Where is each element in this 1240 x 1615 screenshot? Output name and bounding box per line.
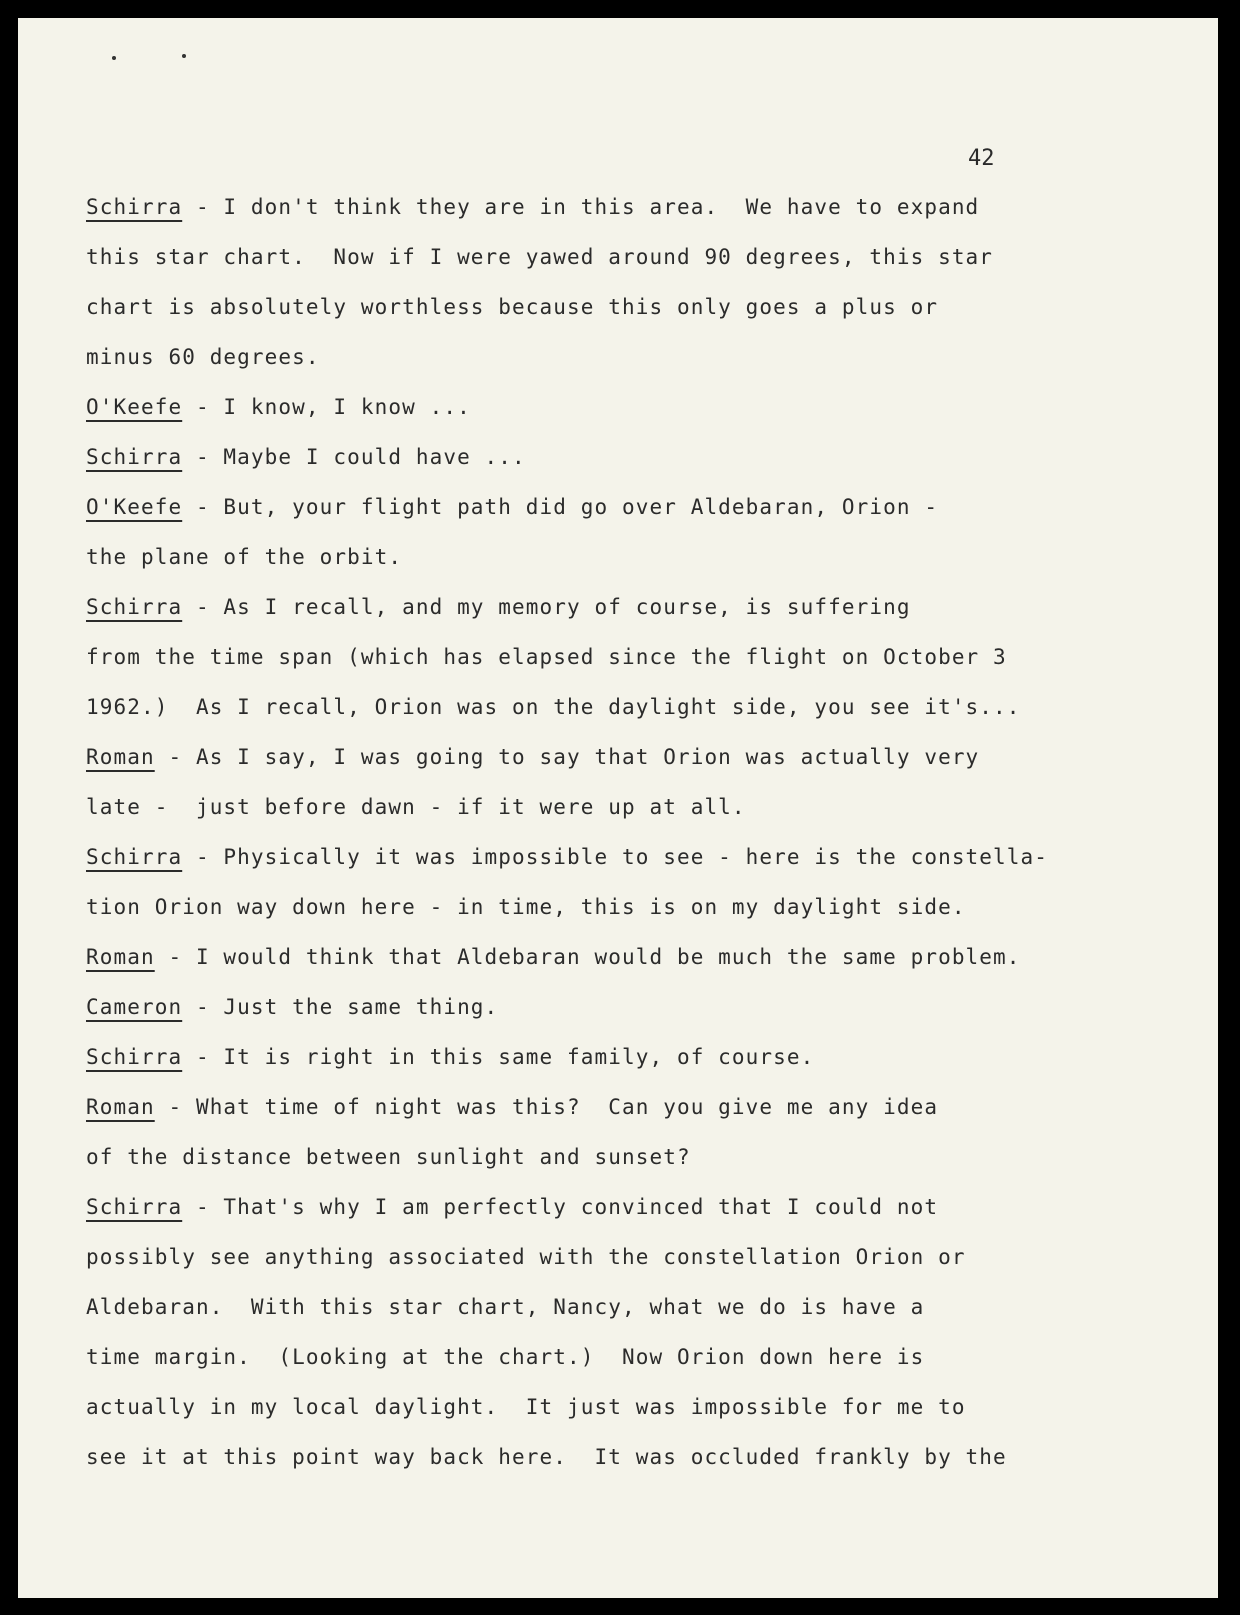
- transcript-line: [86, 982, 1206, 1032]
- line-text: - As I say, I was going to say that Orion was actually very: [154, 745, 980, 769]
- transcript-line: [86, 1082, 1206, 1132]
- line-text: - I know, I know ...: [182, 395, 471, 419]
- line-text: Aldebaran. With this star chart, Nancy, what we do is have a: [86, 1295, 925, 1319]
- transcript-line: [86, 782, 1206, 832]
- speaker-name: Schirra: [86, 845, 183, 869]
- paper-speck: [182, 54, 186, 58]
- line-text: from the time span (which has elapsed since the flight on October 3: [86, 645, 1007, 669]
- line-text: - I don't think they are in this area. We have to expand: [182, 195, 980, 219]
- transcript-line: [86, 1132, 1206, 1182]
- line-text: - That's why I am perfectly convinced that I could not: [182, 1195, 939, 1219]
- speaker-name: Schirra: [86, 195, 183, 219]
- line-text: 1962.) As I recall, Orion was on the daylight side, you see it's...: [86, 695, 1021, 719]
- line-text: actually in my local daylight. It just was impossible for me to: [86, 1395, 966, 1419]
- line-text: - I would think that Aldebaran would be much the same problem.: [154, 945, 1021, 969]
- line-text: - Just the same thing.: [182, 995, 499, 1019]
- transcript-line: [86, 232, 1206, 282]
- transcript-line: [86, 432, 1206, 482]
- line-text: this star chart. Now if I were yawed around 90 degrees, this star: [86, 245, 994, 269]
- transcript-line: [86, 1282, 1206, 1332]
- line-text: of the distance between sunlight and sunset?: [86, 1145, 691, 1169]
- line-text: time margin. (Looking at the chart.) Now Orion down here is: [86, 1345, 925, 1369]
- line-text: late - just before dawn - if it were up at all.: [86, 795, 746, 819]
- transcript-body: [86, 182, 1206, 1482]
- line-text: the plane of the orbit.: [86, 545, 403, 569]
- paper-speck: [112, 56, 116, 60]
- speaker-name: O'Keefe: [86, 495, 183, 519]
- document-page: [18, 18, 1218, 1598]
- transcript-line: [86, 1382, 1206, 1432]
- line-text: minus 60 degrees.: [86, 345, 320, 369]
- line-text: - As I recall, and my memory of course, is suffering: [182, 595, 911, 619]
- transcript-line: [86, 482, 1206, 532]
- transcript-line: [86, 932, 1206, 982]
- transcript-line: [86, 1432, 1206, 1482]
- transcript-line: [86, 282, 1206, 332]
- speaker-name: Cameron: [86, 995, 183, 1019]
- transcript-line: [86, 632, 1206, 682]
- line-text: - Maybe I could have ...: [182, 445, 526, 469]
- transcript-line: [86, 382, 1206, 432]
- speaker-name: Roman: [86, 1095, 155, 1119]
- transcript-line: [86, 1232, 1206, 1282]
- line-text: chart is absolutely worthless because this only goes a plus or: [86, 295, 939, 319]
- line-text: - What time of night was this? Can you give me any idea: [154, 1095, 939, 1119]
- line-text: - Physically it was impossible to see - here is the constella-: [182, 845, 1049, 869]
- transcript-line: [86, 1032, 1206, 1082]
- transcript-line: [86, 1332, 1206, 1382]
- transcript-line: [86, 182, 1206, 232]
- transcript-line: [86, 732, 1206, 782]
- speaker-name: Schirra: [86, 1195, 183, 1219]
- speaker-name: Schirra: [86, 595, 183, 619]
- page-number: 42: [968, 146, 995, 171]
- transcript-line: [86, 1182, 1206, 1232]
- transcript-line: [86, 332, 1206, 382]
- transcript-line: [86, 882, 1206, 932]
- speaker-name: Roman: [86, 945, 155, 969]
- transcript-line: [86, 832, 1206, 882]
- speaker-name: Schirra: [86, 445, 183, 469]
- line-text: tion Orion way down here - in time, this is on my daylight side.: [86, 895, 966, 919]
- speaker-name: O'Keefe: [86, 395, 183, 419]
- line-text: - But, your flight path did go over Aldebaran, Orion -: [182, 495, 939, 519]
- transcript-line: [86, 682, 1206, 732]
- transcript-line: [86, 582, 1206, 632]
- line-text: - It is right in this same family, of course.: [182, 1045, 815, 1069]
- line-text: see it at this point way back here. It was occluded frankly by the: [86, 1445, 1007, 1469]
- transcript-line: [86, 532, 1206, 582]
- speaker-name: Roman: [86, 745, 155, 769]
- line-text: possibly see anything associated with the constellation Orion or: [86, 1245, 966, 1269]
- speaker-name: Schirra: [86, 1045, 183, 1069]
